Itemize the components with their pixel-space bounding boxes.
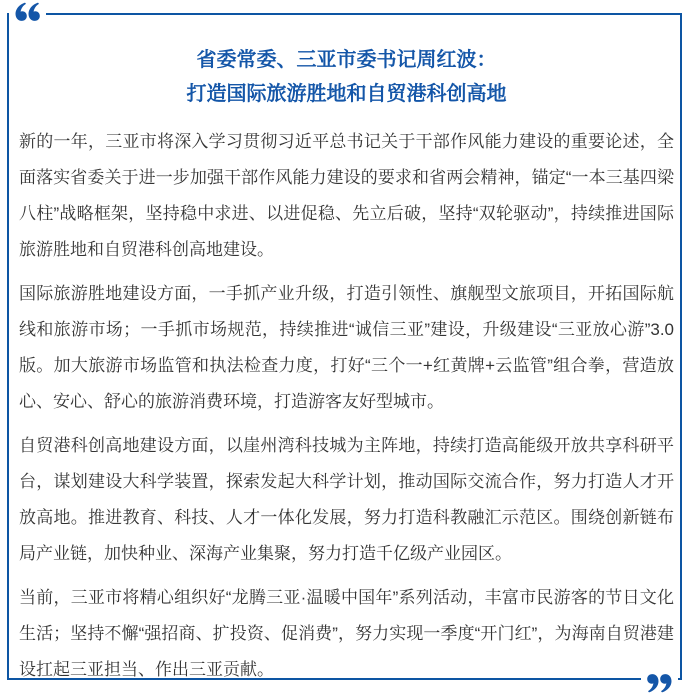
article-title <box>19 43 674 111</box>
article-title-line1: 省委常委、三亚市委书记周红波： <box>196 49 497 71</box>
open-quote-icon <box>9 2 46 22</box>
article-body <box>19 124 674 688</box>
paragraph: 新的一年，三亚市将深入学习贯彻习近平总书记关于干部作风能力建设的重要论述，全面落实省委关于进一步加强干部作风能力建设的要求和省两会精神，锚定“一本三基四梁八柱”战略框架，坚持稳中求进、以进促稳、先立后破，坚持“双轮驱动”，持续推进国际旅游胜地和自贸港科创高地建设。 <box>19 132 674 259</box>
paragraph: 当前，三亚市将精心组织好“龙腾三亚·温暖中国年”系列活动，丰富市民游客的节日文化生活；坚持不懈“强招商、扩投资、促消费”，努力实现一季度“开门红”，为海南自贸港建设扛起三亚担当、作出三亚贡献。 <box>19 588 674 679</box>
article-content <box>19 43 674 696</box>
close-quote-icon <box>641 673 678 693</box>
paragraph: 国际旅游胜地建设方面，一手抓产业升级，打造引领性、旗舰型文旅项目，开拓国际航线和旅游市场；一手抓市场规范，持续推进“诚信三亚”建设，升级建设“三亚放心游”3.0版。加大旅游市场监管和执法检查力度，打好“三个一+红黄牌+云监管”组合拳，营造放心、安心、舒心的旅游消费环境，打造游客友好型城市。 <box>19 284 674 411</box>
article-title-line2: 打造国际旅游胜地和自贸港科创高地 <box>186 83 507 105</box>
paragraph: 自贸港科创高地建设方面，以崖州湾科技城为主阵地，持续打造高能级开放共享科研平台，谋划建设大科学装置，探索发起大科学计划，推动国际交流合作，努力打造人才开放高地。推进教育、科技、人才一体化发展，努力打造科教融汇示范区。围绕创新链布局产业链，加快种业、深海产业集聚，努力打造千亿级产业园区。 <box>19 436 674 563</box>
